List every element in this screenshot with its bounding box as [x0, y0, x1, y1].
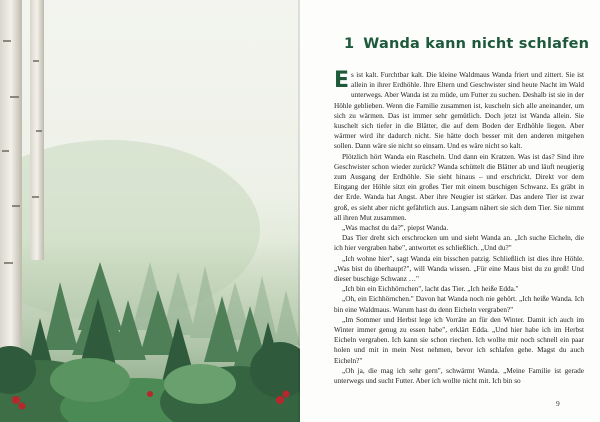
paragraph: Das Tier dreht sich erschrocken um und sieht Wanda an. „Ich suche Eicheln, die ich hier vergraben habe", antwortet es schließlich. „Und du?": [334, 234, 584, 253]
page-number: 9: [556, 399, 560, 408]
paragraph: „Ich bin ein Eichhörnchen", lacht das Tier. „Ich heiße Edda.": [342, 285, 519, 294]
drop-cap: E: [334, 68, 350, 93]
chapter-title: Wanda kann nicht schlafen: [363, 36, 590, 52]
paragraph: Es ist kalt. Furchtbar kalt. Die kleine Waldmaus Wanda friert und zittert. Sie ist allein in ihrer Erdhöhle. Ihre Eltern und Geschwister sind heute Nacht im Wald unterwegs. Aber Wanda ist zu müde, um Futter zu suchen. Deshalb ist sie in der Höhle geblieben. Wenn die Familie zusammen ist, kuscheln sich alle aneinander, um sich zu wärmen. Das ist immer sehr gemütlich. Doch jetzt ist Wanda allein. Sie kuschelt sich tiefer in die Blätter, die auf dem Boden der Erdhöhle liegen. Aber wärmer wird ihr dadurch nicht. Sie hätte doch besser mit den anderen mitgehen sollen. Dann wäre sie nicht so einsam. Und es wäre nicht so kalt.: [334, 68, 584, 151]
paragraph: „Was machst du da?", piepst Wanda.: [342, 224, 449, 233]
paragraph: „Oh, ein Eichhörnchen." Davon hat Wanda noch nie gehört. „Ich heiße Wanda. Ich bin eine Waldmaus. Warum hast du denn Eicheln vergraben?": [334, 295, 584, 314]
paragraph: Plötzlich hört Wanda ein Rascheln. Und dann ein Kratzen. Was ist das? Sind ihre Geschwister schon wieder zurück? Wanda schüttelt die Blätter ab und läuft neugierig zum Ausgang der Erdhöhle. Sie sieht hinaus – und erschrickt. Direkt vor dem Eingang der Höhle sitzt ein großes Tier mit einem buschigen Schwanz. Es gräbt in der Erde. Wanda hat Angst. Aber ihre Neugier ist stärker. Das andere Tier ist zwar groß, es sieht aber nicht gefährlich aus. Langsam nähert sie sich dem Tier. Sie nimmt all ihren Mut zusammen.: [334, 152, 584, 222]
chapter-heading: [344, 36, 590, 52]
paragraph: „Ich wohne hier", sagt Wanda ein bisschen patzig. Schließlich ist dies ihre Höhle. „Was bist du überhaupt?", will Wanda wissen. „Für eine Maus bist du zu groß! Und dieser buschige Schwanz …": [334, 254, 584, 284]
chapter-number: 1: [344, 36, 355, 52]
chapter-body: [334, 70, 584, 386]
paragraph: „Im Sommer und Herbst lege ich Vorräte an für den Winter. Damit ich auch im Winter immer genug zu essen habe", erklärt Edda. „Und hier habe ich im Herbst Eicheln vergraben. Ich kann sie schon riechen. Ich wollte mir noch schnell ein paar holen und mit in mein Nest nehmen, bevor ich schlafen gehe. Magst du auch Eicheln?": [334, 315, 584, 365]
paragraph: „Oh ja, die mag ich sehr gern", schwärmt Wanda. „Meine Familie ist gerade unterwegs und sucht Futter. Aber ich wollte nicht mit. Ich bin so: [334, 366, 584, 386]
